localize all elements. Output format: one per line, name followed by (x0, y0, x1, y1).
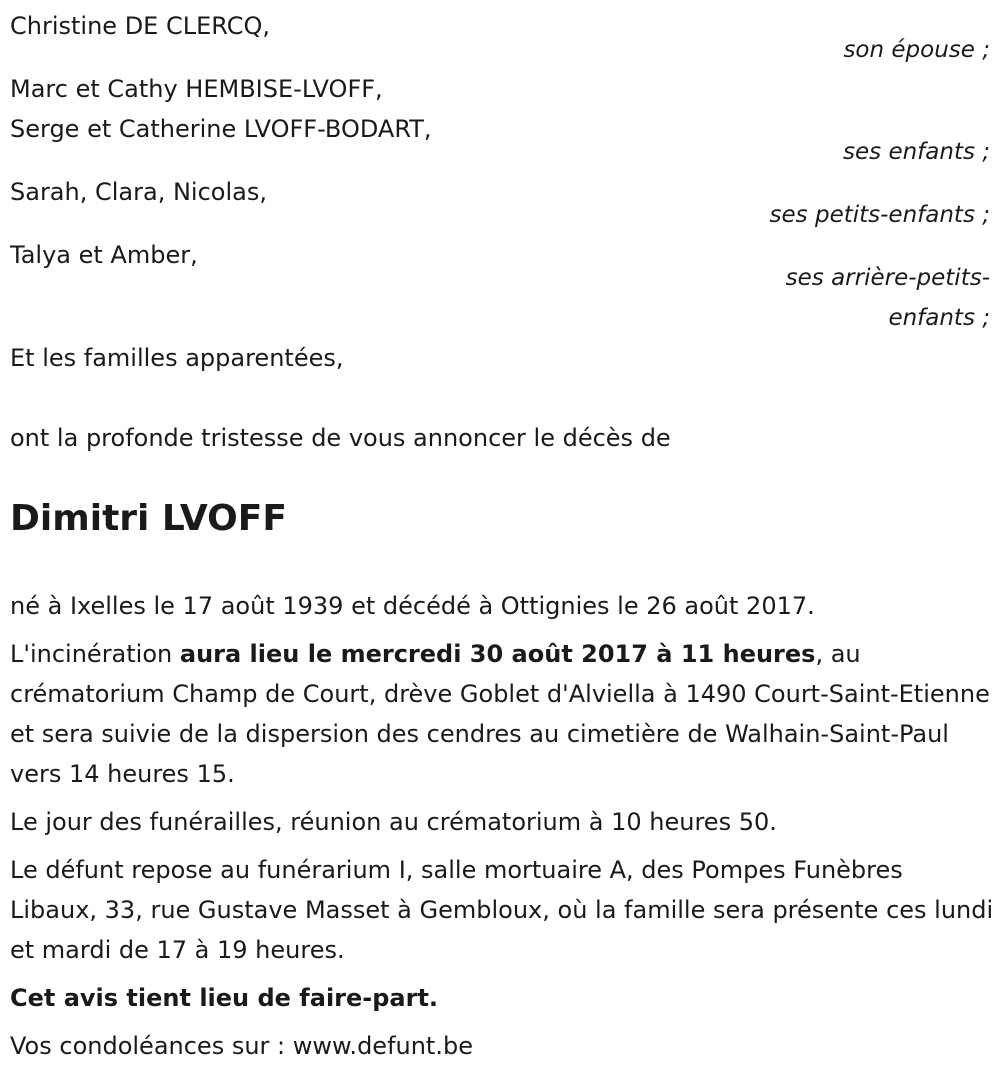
resting-place-text: Le défunt repose au funérarium I, salle mortuaire A, des Pompes Funèbres Libaux, 33, rue Gustave Masset à Gembloux, où la famille sera présente ces lundi et mardi de 17 à 19 heures. (10, 856, 994, 964)
announcement-intro: ont la profonde tristesse de vous annoncer le décès de (10, 424, 671, 452)
funeral-meeting-text: Le jour des funérailles, réunion au crématorium à 10 heures 50. (10, 808, 777, 836)
cremation-text (10, 634, 995, 794)
child-name-2: Serge et Catherine LVOFF-BODART, (10, 115, 432, 143)
notice-text: Cet avis tient lieu de faire-part. (10, 984, 439, 1012)
grandchildren-names: Sarah, Clara, Nicolas, (10, 178, 267, 206)
cremation-prefix: L'incinération (10, 640, 180, 668)
grandchildren-relation: ses petits-enfants ; (769, 202, 990, 228)
greatgrandchildren-relation-line2: enfants ; (888, 305, 990, 331)
greatgrandchildren-relation-line1: ses arrière-petits- (785, 265, 990, 291)
wife-name: Christine DE CLERCQ, (10, 12, 271, 40)
details-section (10, 586, 995, 1074)
birth-death-text: né à Ixelles le 17 août 1939 et décédé à Ottignies le 26 août 2017. (10, 592, 815, 620)
greatgrandchildren-names: Talya et Amber, (10, 241, 198, 269)
cremation-suffix: , au crématorium Champ de Court, drève Goblet d'Alviella à 1490 Court-Saint-Etienne et sera suivie de la dispersion des cendres au cimetière de Walhain-Saint-Paul vers 14 heures 15. (10, 640, 990, 788)
deceased-name: Dimitri LVOFF (10, 498, 287, 539)
condolences-text: Vos condoléances sur : www.defunt.be (10, 1032, 473, 1060)
wife-relation: son épouse ; (843, 37, 990, 63)
related-families: Et les familles apparentées, (10, 344, 344, 372)
cremation-bold: aura lieu le mercredi 30 août 2017 à 11 heures (179, 640, 816, 668)
children-relation: ses enfants ; (843, 139, 990, 165)
child-name-1: Marc et Cathy HEMBISE-LVOFF, (10, 75, 383, 103)
